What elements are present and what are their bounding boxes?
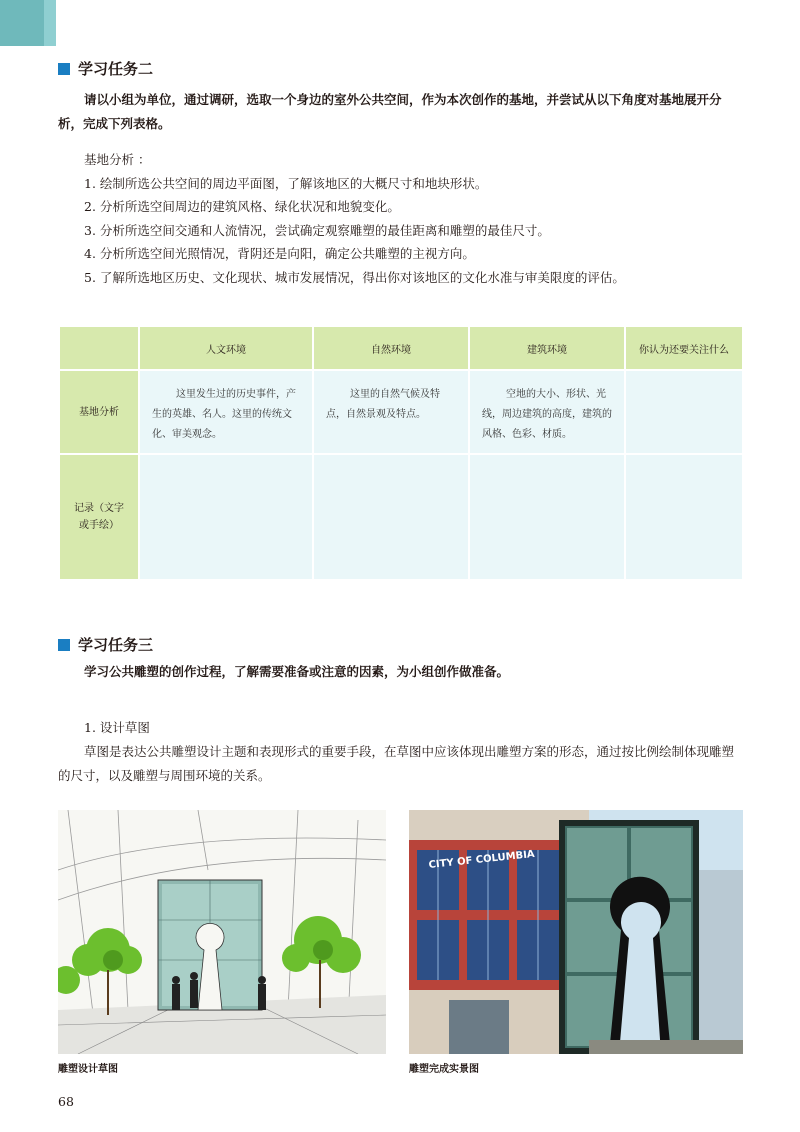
task2-intro: 请以小组为单位，通过调研，选取一个身边的室外公共空间，作为本次创作的基地，并尝试从以下角度对基地展开分析，完成下列表格。 xyxy=(58,92,722,131)
page-number: 68 xyxy=(58,1094,74,1109)
list-title: 基地分析 ： xyxy=(84,152,151,167)
task2-heading xyxy=(58,58,153,79)
table-corner-cell xyxy=(60,327,138,369)
sketch-paragraph: 草图是表达公共雕塑设计主题和表现形式的重要手段，在草图中应该体现出雕塑方案的形态，通过按比例绘制体现雕塑的尺寸，以及雕塑与周围环境的关系。 xyxy=(58,744,735,783)
list-item: 5. 了解所选地区历史、文化现状、城市发展情况，得出你对该地区的文化水准与审美限度的评估。 xyxy=(84,269,625,285)
heading-square-icon xyxy=(58,639,70,651)
table-header: 你认为还要关注什么 xyxy=(626,327,742,369)
table-cell: 这里的自然气候及特点，自然景观及特点。 xyxy=(314,371,468,453)
list-item: 4. 分析所选空间光照情况，背阴还是向阳，确定公共雕塑的主视方向。 xyxy=(84,246,475,261)
list-item: 1. 绘制所选公共空间的周边平面图，了解该地区的大概尺寸和地块形状。 xyxy=(84,175,488,191)
record-cell[interactable] xyxy=(626,455,742,579)
sculpture-photo xyxy=(409,810,743,1054)
sketch-image xyxy=(58,810,386,1054)
building-sign: CITY OF COLUMBIA xyxy=(428,848,536,871)
record-cell[interactable] xyxy=(314,455,468,579)
photo-caption: 雕塑完成实景图 xyxy=(409,1064,479,1075)
task2-heading-text: 学习任务二 xyxy=(78,60,154,78)
table-header: 人文环境 xyxy=(140,327,312,369)
list-item: 3. 分析所选空间交通和人流情况，尝试确定观察雕塑的最佳距离和雕塑的最佳尺寸。 xyxy=(84,222,550,238)
site-analysis-list xyxy=(84,148,625,289)
row-header: 基地分析 xyxy=(60,371,138,453)
table-header: 自然环境 xyxy=(314,327,468,369)
record-cell[interactable] xyxy=(470,455,624,579)
table-cell: 这里发生过的历史事件，产生的英雄、名人。这里的传统文化、审美观念。 xyxy=(140,371,312,453)
list-item: 2. 分析所选空间周边的建筑风格、绿化状况和地貌变化。 xyxy=(84,199,400,214)
heading-square-icon xyxy=(58,63,70,75)
record-cell[interactable] xyxy=(140,455,312,579)
corner-decoration-strip xyxy=(44,0,56,46)
site-analysis-table xyxy=(58,325,744,581)
sub-title: 1. 设计草图 xyxy=(84,720,150,735)
task3-heading xyxy=(58,634,153,655)
table-cell: 空地的大小、形状、光线，周边建筑的高度，建筑的风格、色彩、材质。 xyxy=(470,371,624,453)
table-cell xyxy=(626,371,742,453)
task3-intro: 学习公共雕塑的创作过程，了解需要准备或注意的因素，为小组创作做准备。 xyxy=(84,664,510,679)
row-header: 记录（文字 或手绘） xyxy=(60,455,138,579)
task3-heading-text: 学习任务三 xyxy=(78,636,154,654)
table-header: 建筑环境 xyxy=(470,327,624,369)
sketch-caption: 雕塑设计草图 xyxy=(58,1064,118,1075)
